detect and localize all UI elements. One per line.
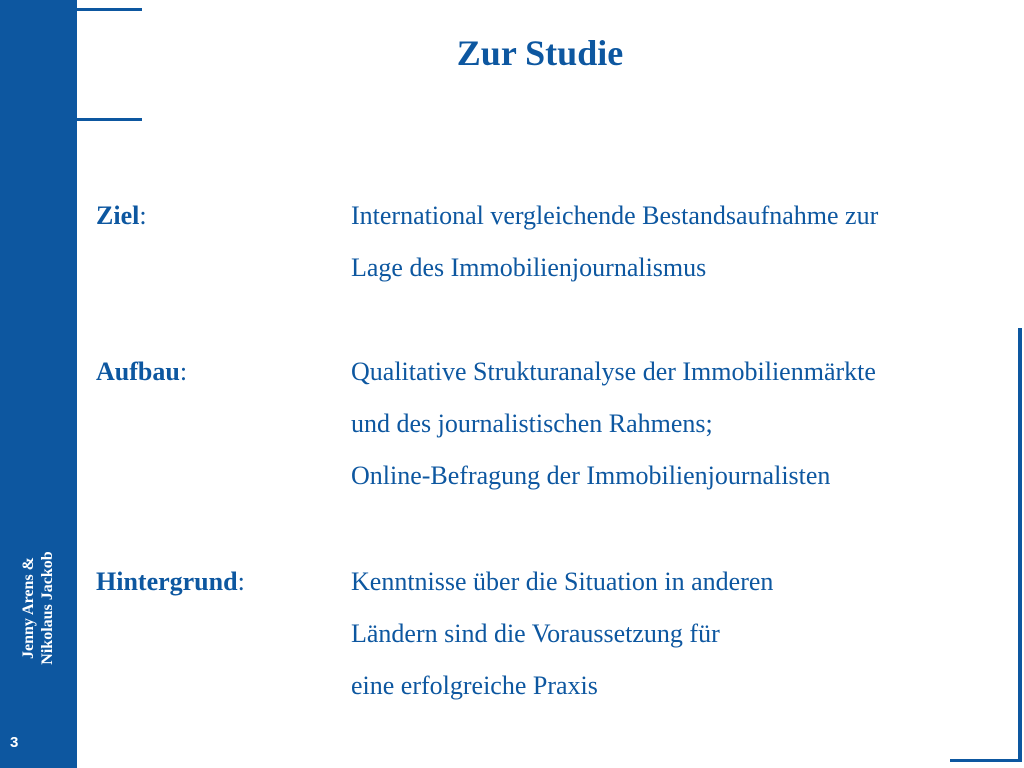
sidebar [0,0,77,768]
bracket-right-horizontal [950,759,1022,762]
author-names: Jenny Arens & Nikolaus Jackob [20,551,56,665]
bracket-top-horizontal [67,8,142,11]
text-line: International vergleichende Bestandsaufnahme zur [351,201,879,230]
row-label: Aufbau: [96,357,188,386]
text-line: Qualitative Strukturanalyse der Immobilienmärkte [351,357,876,386]
text-line: Lage des Immobilienjournalismus [351,253,707,282]
bracket-right-vertical [1018,328,1022,762]
text-line: eine erfolgreiche Praxis [351,671,598,700]
slide-title: Zur Studie [456,33,624,73]
text-line: Kenntnisse über die Situation in anderen [351,567,774,596]
row-text [351,346,876,502]
text-line: und des journalistischen Rahmens; [351,409,713,438]
bracket-top-vertical [67,8,71,76]
bracket-mid-vertical [67,118,71,550]
row-text [351,556,773,712]
page-number: 3 [10,734,19,751]
row-label: Ziel: [96,201,147,230]
row-label: Hintergrund: [96,567,245,596]
row-text [351,190,878,294]
text-line: Ländern sind die Voraussetzung für [351,619,720,648]
text-line: Online-Befragung der Immobilienjournalisten [351,461,831,490]
bracket-mid-horizontal [67,118,142,121]
